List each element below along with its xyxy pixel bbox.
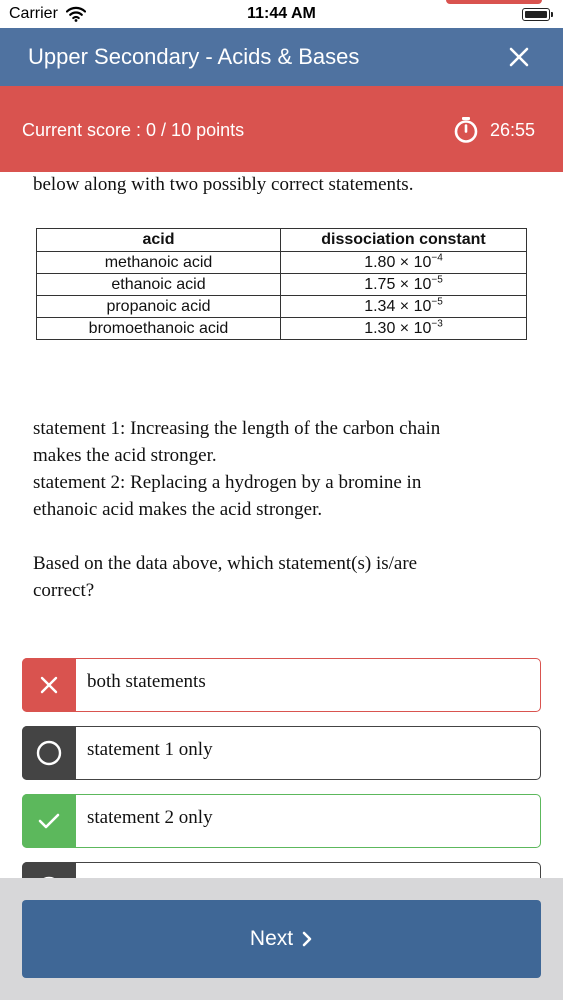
answer-option-partial[interactable] [22,862,541,878]
header-bar [0,28,563,86]
dissociation-constant: $1.75 \times 10^{-5}$ [281,274,527,296]
table-header-row [37,229,527,252]
chevron-right-icon [301,931,313,947]
answer-option-statement-1-only[interactable] [22,726,541,780]
footer-bar [0,878,563,1000]
status-time: 11:44 AM [247,5,316,22]
statement-2-line: statement 2: Replacing a hydrogen by a bromine in [33,472,422,493]
page-title: Upper Secondary - Acids & Bases [28,44,360,69]
carrier-label: Carrier [9,5,58,22]
statement-1-line: statement 1: Increasing the length of the carbon chain [33,418,441,439]
table-row [37,274,527,296]
check-icon [22,794,76,848]
dissociation-constant: $1.34 \times 10^{-5}$ [281,296,527,318]
table-header: dissociation constant [281,229,527,252]
close-icon [509,47,529,67]
table-row [37,252,527,274]
stopwatch-icon [452,116,480,149]
dissociation-constant: $1.30 \times 10^{-3}$ [281,318,527,340]
acid-name: bromoethanoic acid [37,318,281,340]
statements-text [33,415,533,523]
question-prompt: Based on the data above, which statement(s) is/are correct? [33,553,418,601]
answer-label: both statements [87,671,206,692]
current-score: Current score : 0 / 10 points [22,120,245,140]
answer-label: statement 2 only [87,807,213,828]
battery-icon [522,8,550,21]
recording-indicator [446,0,542,4]
cross-icon [22,658,76,712]
table-row [37,296,527,318]
statement-1-line: makes the acid stronger. [33,445,217,466]
dissociation-constant: $1.80 \times 10^{-4}$ [281,252,527,274]
answer-option-statement-2-only[interactable] [22,794,541,848]
acid-name: ethanoic acid [37,274,281,296]
circle-icon [22,862,76,879]
next-button[interactable] [22,900,541,978]
acid-name: propanoic acid [37,296,281,318]
timer-value: 26:55 [490,120,536,140]
next-button-label: Next [249,927,294,950]
answer-label: statement 1 only [87,739,213,760]
circle-icon [22,726,76,780]
acid-name: methanoic acid [37,252,281,274]
score-bar [0,86,563,172]
table-row [37,318,527,340]
acid-data-table [36,228,527,340]
answer-option-both-statements[interactable] [22,658,541,712]
question-content[interactable] [0,172,563,878]
close-button[interactable] [503,41,535,73]
question-intro: below along with two possibly correct statements. [33,174,414,195]
status-bar [0,0,563,28]
statement-2-line: ethanoic acid makes the acid stronger. [33,499,323,520]
table-header: acid [37,229,281,252]
